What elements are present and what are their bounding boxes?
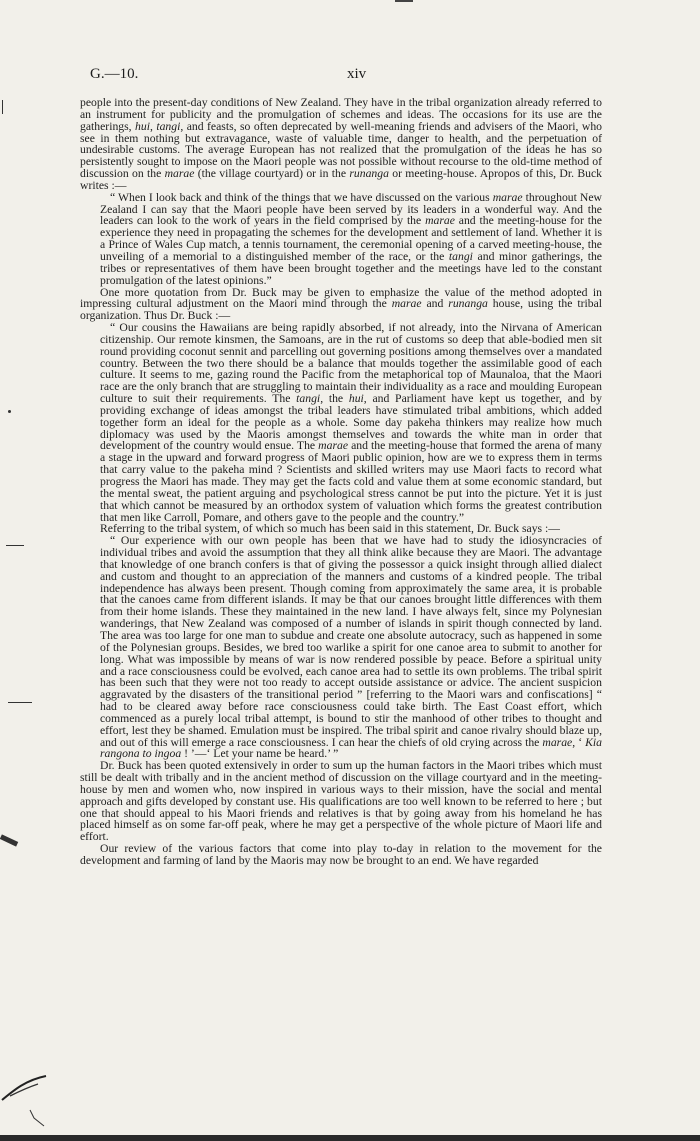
margin-mark	[6, 545, 24, 546]
quotation-paragraph: “ Our experience with our own people has been that we have had to study the idiosyncracies of individual tribes and avoid the assumption that they all think alike because they are Maori. The advantage that knowledge of one branch confers is that of giving the possessor a quick insight through allied dialect and custom and thought to an appreciation of the manners and customs of a kindred people. The tribal independence has always been present. Though coming from approximately the same area, it is probable that the canoes came from different islands. It may be that our canoes brought little differences with them from their home islands. These they maintained in the new land. I have always felt, since my Polynesian wanderings, that New Zealand was composed of a number of islands in spirit though connected by land. The area was too large for one man to subdue and create one absolute autocracy, such as happened in some of the Polynesian groups. Besides, we bred too warlike a spirit for one canoe area to submit to another for long. What was impossible by means of war is now rendered possible by peace. Before a spiritual unity and a race consciousness could be evolved, each canoe area had to settle its own problems. The tribal spirit has been such that they were not too ready to accept outside assistance or advice. The ancient suspicion aggravated by the disasters of the transitional period ” [referring to the Maori wars and confiscations] “ had to be cleared away before race consciousness could take birth. The East Coast effort, which commenced as a purely local tribal attempt, is bound to stir the manhood of other tribes to thought and effort, lest they be shamed. Emulation must be inspired. The tribal spirit and canoe rivalry should blaze up, and out of this will emerge a race consciousness. I can hear the chiefs of old crying across the marae, ‘ Kia rangona to ingoa ! ’—‘ Let your name be heard.’ ”	[100, 534, 602, 761]
quotation-paragraph: “ Our cousins the Hawaiians are being rapidly absorbed, if not already, into the Nirvana of American citizenship. Our remote kinsmen, the Samoans, are in the rut of customs so deep that able-bodied men sit round providing coconut sennit and parcelling out governing positions among themselves over a mandated country. Between the two there should be a balance that moulds together the assimilable good of each culture. It seems to me, gazing round the Pacific from the metaphorical top of Maunaloa, that the Maori race are the only branch that are struggling to maintain their individuality as a race and moulding European culture to suit their requirements. The tangi, the hui, and Parliament have kept us together, and by providing exchange of ideas amongst the tribal leaders have stimulated tribal ambitions, which added together form an ideal for the people as a whole. Some day pakeha thinkers may realize how much diplomacy was used by the Maoris amongst themselves and towards the white man in order that development of the country would ensue. The marae and the meeting-house that formed the arena of many a stage in the upward and forward progress of Maori public opinion, how are we to express them in terms that carry value to the pakeha mind ? Scientists and skilled writers may use Maori facts to record what progress the Maori has made. They may get the facts cold and value them at some economic standard, but the mental sweat, the patient arguing and psychological stress cannot be put into the picture. Yet it is just that which cannot be measured by an orthodox system of valuation which forms the greatest contribution that men like Carroll, Pomare, and others gave to the people and the country.”	[100, 321, 603, 524]
margin-mark	[8, 410, 11, 413]
margin-mark	[8, 702, 32, 703]
scan-edge	[0, 1135, 700, 1141]
body-text	[80, 97, 602, 867]
document-reference: G.—10.	[90, 66, 139, 82]
body-paragraph: Our review of the various factors that come into play to-day in relation to the movement for the development and farming of land by the Maoris may now be brought to an end. We have regarded	[80, 842, 602, 867]
body-paragraph: Dr. Buck has been quoted extensively in order to sum up the human factors in the Maori tribes which must still be dealt with tribally and in the ancient method of discussion on the village courtyard and in the meeting-house by men and women who, now inspired in various ways to their mission, have the social and mental approach and gifts developed by constant use. His qualifications are too well known to be referred to here ; but one that should appeal to his Maori friends and relatives is that by going away from his homeland he has placed himself as on some far-off peak, where he may get a perspective of the whole picture of Maori life and effort.	[80, 759, 602, 844]
margin-mark	[2, 100, 3, 114]
quotation-paragraph: “ When I look back and think of the things that we have discussed on the various marae throughout New Zealand I can say that the Maori people have been served by its leaders in a wonderful way. And the leaders can look to the work of years in the field comprised by the marae and the meeting-house for the experience they need in propagating the schemes for the development and settlement of land. Whether it is a Prince of Wales Cup match, a tennis tournament, the ceremonial opening of a carved meeting-house, the unveiling of a memorial to a distinguished member of the race, or the tangi and minor gatherings, the tribes or representatives of them have been brought together and the meetings have led to the constant promulgation of the latest opinions.”	[100, 190, 602, 287]
body-paragraph: people into the present-day conditions of New Zealand. They have in the tribal organization already referred to an instrument for publicity and the promulgation of schemes and ideas. The occasions for its use are the gatherings, hui, tangi, and feasts, so often deprecated by well-meaning friends and advisers of the Maori, who see in them nothing but extravagance, waste of valuable time, danger to health, and the perpetuation of undesirable customs. The average European has not realized that the promulgation of the ideas he has so persistently sought to impose on the Maori people was not possible without recourse to the old-time method of discussion on the marae (the village courtyard) or in the runanga or meeting-house. Apropos of this, Dr. Buck writes :—	[80, 96, 603, 192]
body-paragraph: Referring to the tribal system, of which so much has been said in this statement, Dr. Buck says :—	[100, 522, 560, 536]
page-number: xiv	[347, 66, 367, 82]
pen-scribble	[0, 1062, 60, 1132]
body-paragraph: One more quotation from Dr. Buck may be given to emphasize the value of the method adopted in impressing cultural adjustment on the Maori mind through the marae and runanga house, using the tribal organization. Thus Dr. Buck :—	[80, 285, 602, 323]
margin-mark	[0, 834, 18, 846]
scan-mark	[395, 0, 413, 2]
